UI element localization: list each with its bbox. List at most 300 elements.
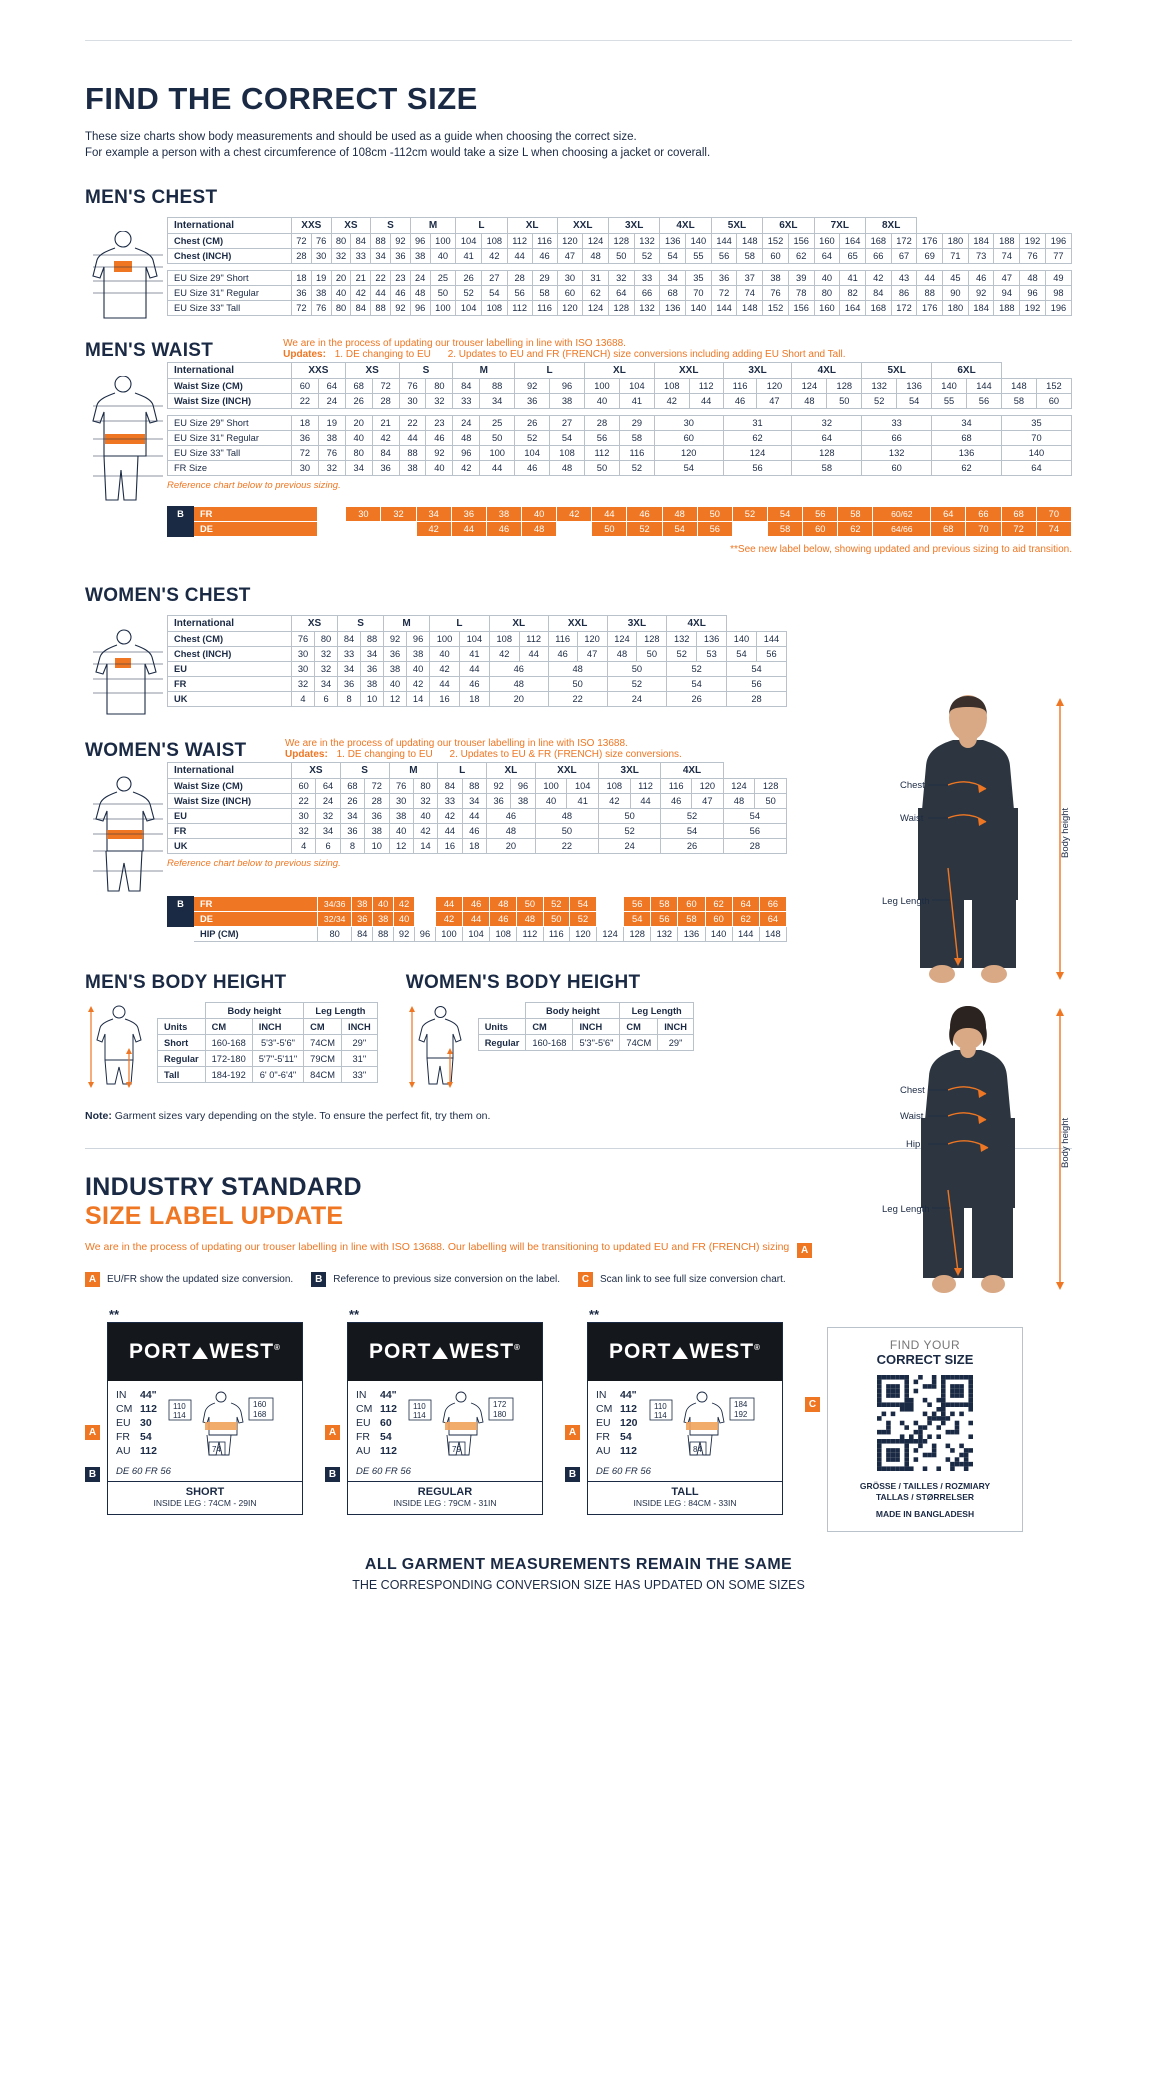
table-cell: 8XL [865, 218, 916, 234]
table-cell: 144 [711, 301, 737, 316]
table-cell: 40 [430, 249, 456, 264]
table-cell: 184 [968, 234, 994, 249]
table-cell: 148 [759, 927, 786, 942]
womens-waist-prev-tbody [168, 897, 787, 942]
size-code-key: FR [356, 1431, 370, 1443]
womens-body-height-block [406, 972, 694, 1088]
table-cell: 41 [567, 794, 599, 809]
qr-title-2: CORRECT SIZE [876, 1352, 974, 1367]
size-code-value: 120 [620, 1417, 638, 1429]
size-code-row [356, 1416, 397, 1430]
table-cell: 3XL [607, 616, 667, 632]
female-label-leg: Leg Length [882, 1204, 930, 1215]
table-cell: 52 [569, 912, 596, 927]
table-cell: 96 [550, 379, 585, 394]
table-cell [168, 409, 1072, 416]
table-cell: 32 [413, 794, 437, 809]
table-cell: 33 [453, 394, 480, 409]
table-cell: 32 [792, 416, 862, 431]
table-cell: 100 [480, 446, 515, 461]
table-cell: 128 [608, 234, 634, 249]
table-cell: 22 [292, 794, 316, 809]
table-cell: 30 [346, 507, 381, 522]
womens-waist-note-1: We are in the process of updating our trouser labelling in line with ISO 13688. [285, 738, 628, 749]
table-cell: L [438, 763, 487, 779]
size-code-row [596, 1416, 638, 1430]
size-code-key: EU [596, 1417, 611, 1429]
brand-block [588, 1323, 782, 1381]
female-label-chest: Chest [900, 1085, 925, 1096]
table-cell: 48 [410, 286, 430, 301]
table-cell: 74 [994, 249, 1020, 264]
table-cell: 164 [840, 234, 866, 249]
table-cell: 30 [292, 662, 315, 677]
table-cell: 42 [489, 647, 519, 662]
table-cell: 100 [435, 927, 462, 942]
mens-body-height-table [157, 1002, 378, 1083]
table-cell: 40 [585, 394, 620, 409]
table-cell: 144 [967, 379, 1002, 394]
table-cell: 22 [399, 416, 426, 431]
male-label-leg: Leg Length [882, 896, 930, 907]
previous-size-line: DE 60 FR 56 [356, 1466, 411, 1477]
male-label-height: Body height [1060, 807, 1071, 858]
mens-bh-tbody [158, 1003, 378, 1083]
table-cell: 16 [430, 692, 460, 707]
table-cell: Units [478, 1019, 526, 1035]
size-code-value: 54 [380, 1431, 392, 1443]
table-cell: 80 [331, 301, 351, 316]
size-code-key: EU [116, 1417, 131, 1429]
mens-waist-footnote: **See new label below, showing updated and previous sizing to aid transition. [730, 544, 1072, 555]
table-cell: 29" [341, 1035, 377, 1051]
table-cell: 40 [814, 271, 840, 286]
table-cell: 4XL [792, 363, 862, 379]
table-cell: 20 [489, 692, 548, 707]
table-cell: 50 [827, 394, 862, 409]
table-cell: 52 [607, 677, 667, 692]
label-card [107, 1322, 303, 1515]
industry-subtitle-text: We are in the process of updating our trouser labelling in line with ISO 13688. Our labelling will be transitioning to updated EU and FR (FRENCH) sizing [85, 1241, 790, 1253]
size-code-row [596, 1402, 638, 1416]
table-cell: 112 [507, 234, 532, 249]
intro-line-1: These size charts show body measurements and should be used as a guide when choosing the correct size. [85, 131, 637, 143]
size-code-row [596, 1388, 638, 1402]
table-cell: 20 [331, 271, 351, 286]
table-cell: 116 [548, 632, 577, 647]
table-cell: XL [585, 363, 655, 379]
table-cell: 88 [399, 446, 426, 461]
table-cell [346, 522, 381, 537]
table-cell: 68 [931, 522, 966, 537]
label-asterisk: ** [589, 1307, 600, 1322]
table-cell: 48 [550, 461, 585, 476]
table-cell: 16 [438, 839, 462, 854]
svg-text:192: 192 [733, 1410, 747, 1419]
table-cell: 54 [768, 507, 803, 522]
label-body [348, 1381, 542, 1464]
table-cell: 120 [577, 632, 607, 647]
table-cell: Regular [158, 1051, 206, 1067]
table-cell: 88 [917, 286, 943, 301]
table-cell: 58 [1001, 394, 1036, 409]
table-cell: 48 [489, 677, 548, 692]
table-row [168, 809, 787, 824]
table-cell: 54 [667, 677, 727, 692]
table-cell: 196 [1045, 301, 1071, 316]
table-cell: 84 [865, 286, 891, 301]
table-cell: 48 [723, 794, 755, 809]
table-cell: 46 [463, 897, 490, 912]
table-cell: 3XL [723, 363, 792, 379]
table-cell: 90 [943, 286, 969, 301]
table-cell: 42 [394, 897, 415, 912]
mens-waist-update-1: 1. DE changing to EU [334, 349, 431, 360]
table-cell: 40 [413, 809, 437, 824]
table-cell: 56 [803, 507, 838, 522]
table-cell: 86 [891, 286, 917, 301]
table-cell: 77 [1045, 249, 1071, 264]
table-cell: 84 [351, 234, 371, 249]
female-label-waist: Waist [900, 1111, 924, 1122]
table-cell: 40 [389, 824, 413, 839]
table-cell: 72 [292, 446, 319, 461]
table-cell: 26 [340, 794, 364, 809]
table-cell: 36 [384, 647, 407, 662]
table-cell: 68 [345, 379, 372, 394]
table-row [168, 839, 787, 854]
table-cell [597, 912, 624, 927]
table-cell: 34 [315, 677, 338, 692]
qr-code[interactable] [877, 1375, 973, 1471]
qr-footer-origin: MADE IN BANGLADESH [875, 1509, 975, 1519]
table-cell: 124 [607, 632, 637, 647]
table-cell: 104 [459, 632, 489, 647]
table-cell: 180 [943, 234, 969, 249]
table-cell: 6XL [932, 363, 1002, 379]
table-cell: 56 [967, 394, 1002, 409]
table-cell: 108 [550, 446, 585, 461]
table-cell: FR Size [168, 461, 292, 476]
size-code-value: 44" [380, 1389, 397, 1401]
table-cell: EU Size 29" Short [168, 416, 292, 431]
table-cell: 34 [338, 662, 361, 677]
table-cell [557, 522, 592, 537]
table-cell [415, 897, 436, 912]
table-cell: 54 [550, 431, 585, 446]
table-cell: 104 [456, 301, 482, 316]
size-code-row [356, 1444, 397, 1458]
table-cell: 140 [727, 632, 757, 647]
table-cell: 60 [705, 912, 732, 927]
mens-chest-figure [85, 217, 167, 326]
industry-title-1: INDUSTRY STANDARD [85, 1173, 362, 1201]
table-cell: CM [205, 1019, 252, 1035]
table-cell: 28 [292, 249, 312, 264]
table-cell: 196 [1045, 234, 1071, 249]
table-cell: 140 [686, 234, 712, 249]
mens-waist-previous-sizing-table [167, 506, 1072, 537]
table-cell: 36 [515, 394, 550, 409]
mens-waist-title: MEN'S WAIST [85, 340, 214, 361]
table-cell: EU Size 31" Regular [168, 286, 292, 301]
previous-size-line: DE 60 FR 56 [596, 1466, 651, 1477]
table-cell: 38 [486, 507, 521, 522]
table-cell: 6 [316, 839, 340, 854]
table-cell: 4XL [667, 616, 727, 632]
size-code-key: AU [596, 1445, 611, 1457]
table-cell: 34 [932, 416, 1002, 431]
table-row [168, 379, 1072, 394]
table-cell: XXS [292, 218, 332, 234]
table-cell: 50 [637, 647, 667, 662]
svg-text:184: 184 [733, 1400, 747, 1409]
table-cell: 52 [862, 394, 897, 409]
table-cell: 140 [1001, 446, 1071, 461]
fit-name: REGULAR [417, 1486, 473, 1498]
table-cell: 164 [840, 301, 866, 316]
table-cell: 66 [759, 897, 786, 912]
table-cell: 24 [607, 692, 667, 707]
label-chip-b: B [325, 1467, 340, 1482]
table-cell: 6 [315, 692, 338, 707]
table-cell: 60 [763, 249, 789, 264]
table-cell: 72 [372, 379, 399, 394]
table-cell: 84 [453, 379, 480, 394]
industry-subtitle-chip: A [797, 1243, 812, 1258]
table-cell: 31 [583, 271, 609, 286]
table-cell: 184-192 [205, 1067, 252, 1083]
page-title: FIND THE CORRECT SIZE [85, 81, 478, 116]
table-cell: 64 [1001, 461, 1071, 476]
table-cell: 56 [507, 286, 532, 301]
table-cell: Units [158, 1019, 206, 1035]
table-row [168, 431, 1072, 446]
womens-chest-figure [85, 615, 167, 724]
table-cell [168, 912, 194, 927]
label-figure [403, 1388, 521, 1460]
table-cell: 76 [292, 632, 315, 647]
table-cell: 60 [654, 431, 723, 446]
table-cell: 64 [608, 286, 634, 301]
table-cell: 30 [292, 461, 319, 476]
table-cell: 29" [658, 1035, 694, 1051]
table-cell: 52 [634, 249, 660, 264]
table-cell: 47 [757, 394, 792, 409]
table-cell: 54 [727, 662, 787, 677]
label-chip-a: A [325, 1425, 340, 1440]
table-cell [597, 897, 624, 912]
table-cell: B [168, 507, 194, 522]
table-cell: 70 [966, 522, 1001, 537]
table-cell: EU Size 33" Tall [168, 446, 292, 461]
table-cell: 44 [435, 897, 462, 912]
table-cell: 3XL [608, 218, 659, 234]
table-cell: 18 [292, 271, 312, 286]
label-footer [348, 1481, 542, 1514]
brand-logo: PORT WEST® [129, 1340, 281, 1363]
table-cell: 44 [507, 249, 532, 264]
table-cell: 66 [865, 249, 891, 264]
table-cell: 46 [627, 507, 662, 522]
womens-waist-title: WOMEN'S WAIST [85, 740, 247, 761]
table-cell: Waist Size (INCH) [168, 394, 292, 409]
size-code-key: IN [596, 1389, 607, 1401]
table-cell: 32 [315, 662, 338, 677]
table-row [168, 897, 787, 912]
table-cell: 38 [550, 394, 585, 409]
table-cell: 58 [532, 286, 557, 301]
table-cell: 120 [557, 301, 583, 316]
table-cell: 112 [507, 301, 532, 316]
table-cell: 42 [599, 794, 631, 809]
table-cell: 92 [968, 286, 994, 301]
table-cell: 76 [763, 286, 789, 301]
table-cell: 18 [292, 416, 319, 431]
table-cell: 88 [480, 379, 515, 394]
mens-waist-ref-note: Reference chart below to previous sizing. [167, 480, 341, 491]
size-code-value: 54 [140, 1431, 152, 1443]
table-cell [158, 1003, 206, 1019]
table-cell: 76 [1020, 249, 1046, 264]
table-cell: 55 [686, 249, 712, 264]
table-cell: 82 [840, 286, 866, 301]
table-cell: 100 [430, 301, 456, 316]
table-row [168, 363, 1072, 379]
table-cell: 38 [410, 249, 430, 264]
table-cell: 100 [430, 632, 460, 647]
table-cell: 38 [384, 662, 407, 677]
table-cell: L [456, 218, 507, 234]
table-cell: 132 [862, 379, 897, 394]
table-cell: 28 [507, 271, 532, 286]
size-code-value: 54 [620, 1431, 632, 1443]
table-cell: 136 [660, 234, 686, 249]
table-cell: XXL [535, 763, 598, 779]
table-cell: S [338, 616, 384, 632]
table-cell: 38 [763, 271, 789, 286]
table-cell: 46 [532, 249, 557, 264]
table-cell: 3XL [599, 763, 661, 779]
table-cell: 76 [389, 779, 413, 794]
table-cell: Chest (INCH) [168, 249, 292, 264]
table-row [168, 763, 787, 779]
table-cell: 52 [515, 431, 550, 446]
table-cell: 64 [792, 431, 862, 446]
table-cell: 48 [792, 394, 827, 409]
table-cell: FR [194, 507, 318, 522]
table-row [168, 912, 787, 927]
table-cell: 46 [487, 809, 536, 824]
table-cell: 44 [689, 394, 723, 409]
table-cell: 56 [723, 824, 786, 839]
table-cell: 54 [569, 897, 596, 912]
table-cell: 50 [535, 824, 598, 839]
table-cell: 42 [481, 249, 507, 264]
table-cell: 50 [599, 809, 661, 824]
table-cell: 50 [697, 507, 732, 522]
table-cell: 176 [917, 234, 943, 249]
table-cell: 168 [865, 301, 891, 316]
table-cell: XL [489, 616, 548, 632]
table-cell: 32 [292, 824, 316, 839]
table-cell: L [430, 616, 490, 632]
table-cell: 84 [352, 927, 373, 942]
table-cell: UK [168, 692, 292, 707]
table-cell: 42 [438, 809, 462, 824]
table-cell: 72 [1001, 522, 1036, 537]
table-cell: 50 [755, 794, 787, 809]
table-cell [318, 507, 332, 522]
womens-waist-tbody [168, 763, 787, 854]
svg-text:114: 114 [412, 1411, 426, 1420]
table-cell: 148 [737, 234, 763, 249]
table-cell: 74CM [620, 1035, 658, 1051]
table-cell: S [371, 218, 411, 234]
table-row [158, 1019, 378, 1035]
table-cell: 36 [338, 677, 361, 692]
table-cell: 56 [624, 897, 651, 912]
table-cell: 56 [756, 647, 786, 662]
table-cell: 22 [548, 692, 607, 707]
table-cell: 36 [365, 809, 389, 824]
table-row [158, 1035, 378, 1051]
table-cell: 188 [994, 301, 1020, 316]
table-cell: 52 [732, 507, 767, 522]
womens-bh-tbody [478, 1003, 693, 1051]
table-cell: 48 [607, 647, 637, 662]
svg-text:110: 110 [412, 1402, 426, 1411]
table-cell: 116 [619, 446, 654, 461]
womens-waist-ref-note: Reference chart below to previous sizing. [167, 858, 341, 869]
table-cell: 132 [862, 446, 932, 461]
table-cell: 56 [723, 461, 792, 476]
table-cell: 21 [351, 271, 371, 286]
table-cell: 60 [678, 897, 705, 912]
table-cell: 36 [390, 249, 410, 264]
womens-body-height-title: WOMEN'S BODY HEIGHT [405, 972, 641, 993]
table-cell: 58 [737, 249, 763, 264]
womens-body-height-table [478, 1002, 694, 1051]
closing-line-2: THE CORRESPONDING CONVERSION SIZE HAS UPDATED ON SOME SIZES [352, 1578, 805, 1592]
size-code-key: CM [116, 1403, 133, 1415]
table-cell: DE [194, 522, 318, 537]
table-row [168, 286, 1072, 301]
size-codes [596, 1388, 638, 1460]
table-cell: 160 [814, 234, 840, 249]
table-cell: 30 [292, 647, 315, 662]
table-cell: B [168, 897, 194, 912]
table-row [168, 616, 787, 632]
table-cell: 144 [711, 234, 737, 249]
size-code-key: CM [356, 1403, 373, 1415]
industry-title-2: SIZE LABEL UPDATE [85, 1202, 344, 1230]
table-cell: EU Size 33" Tall [168, 301, 292, 316]
table-cell: 37 [737, 271, 763, 286]
table-cell: 62 [788, 249, 814, 264]
table-cell: EU [168, 662, 292, 677]
table-cell: 42 [407, 677, 430, 692]
table-cell: FR [168, 824, 292, 839]
table-cell: 36 [340, 824, 364, 839]
table-cell: 92 [384, 632, 407, 647]
table-cell: 26 [345, 394, 372, 409]
table-row [168, 692, 787, 707]
table-cell: 4 [292, 692, 315, 707]
table-cell: 176 [917, 301, 943, 316]
table-cell: 72 [711, 286, 737, 301]
table-cell: 34 [361, 647, 384, 662]
